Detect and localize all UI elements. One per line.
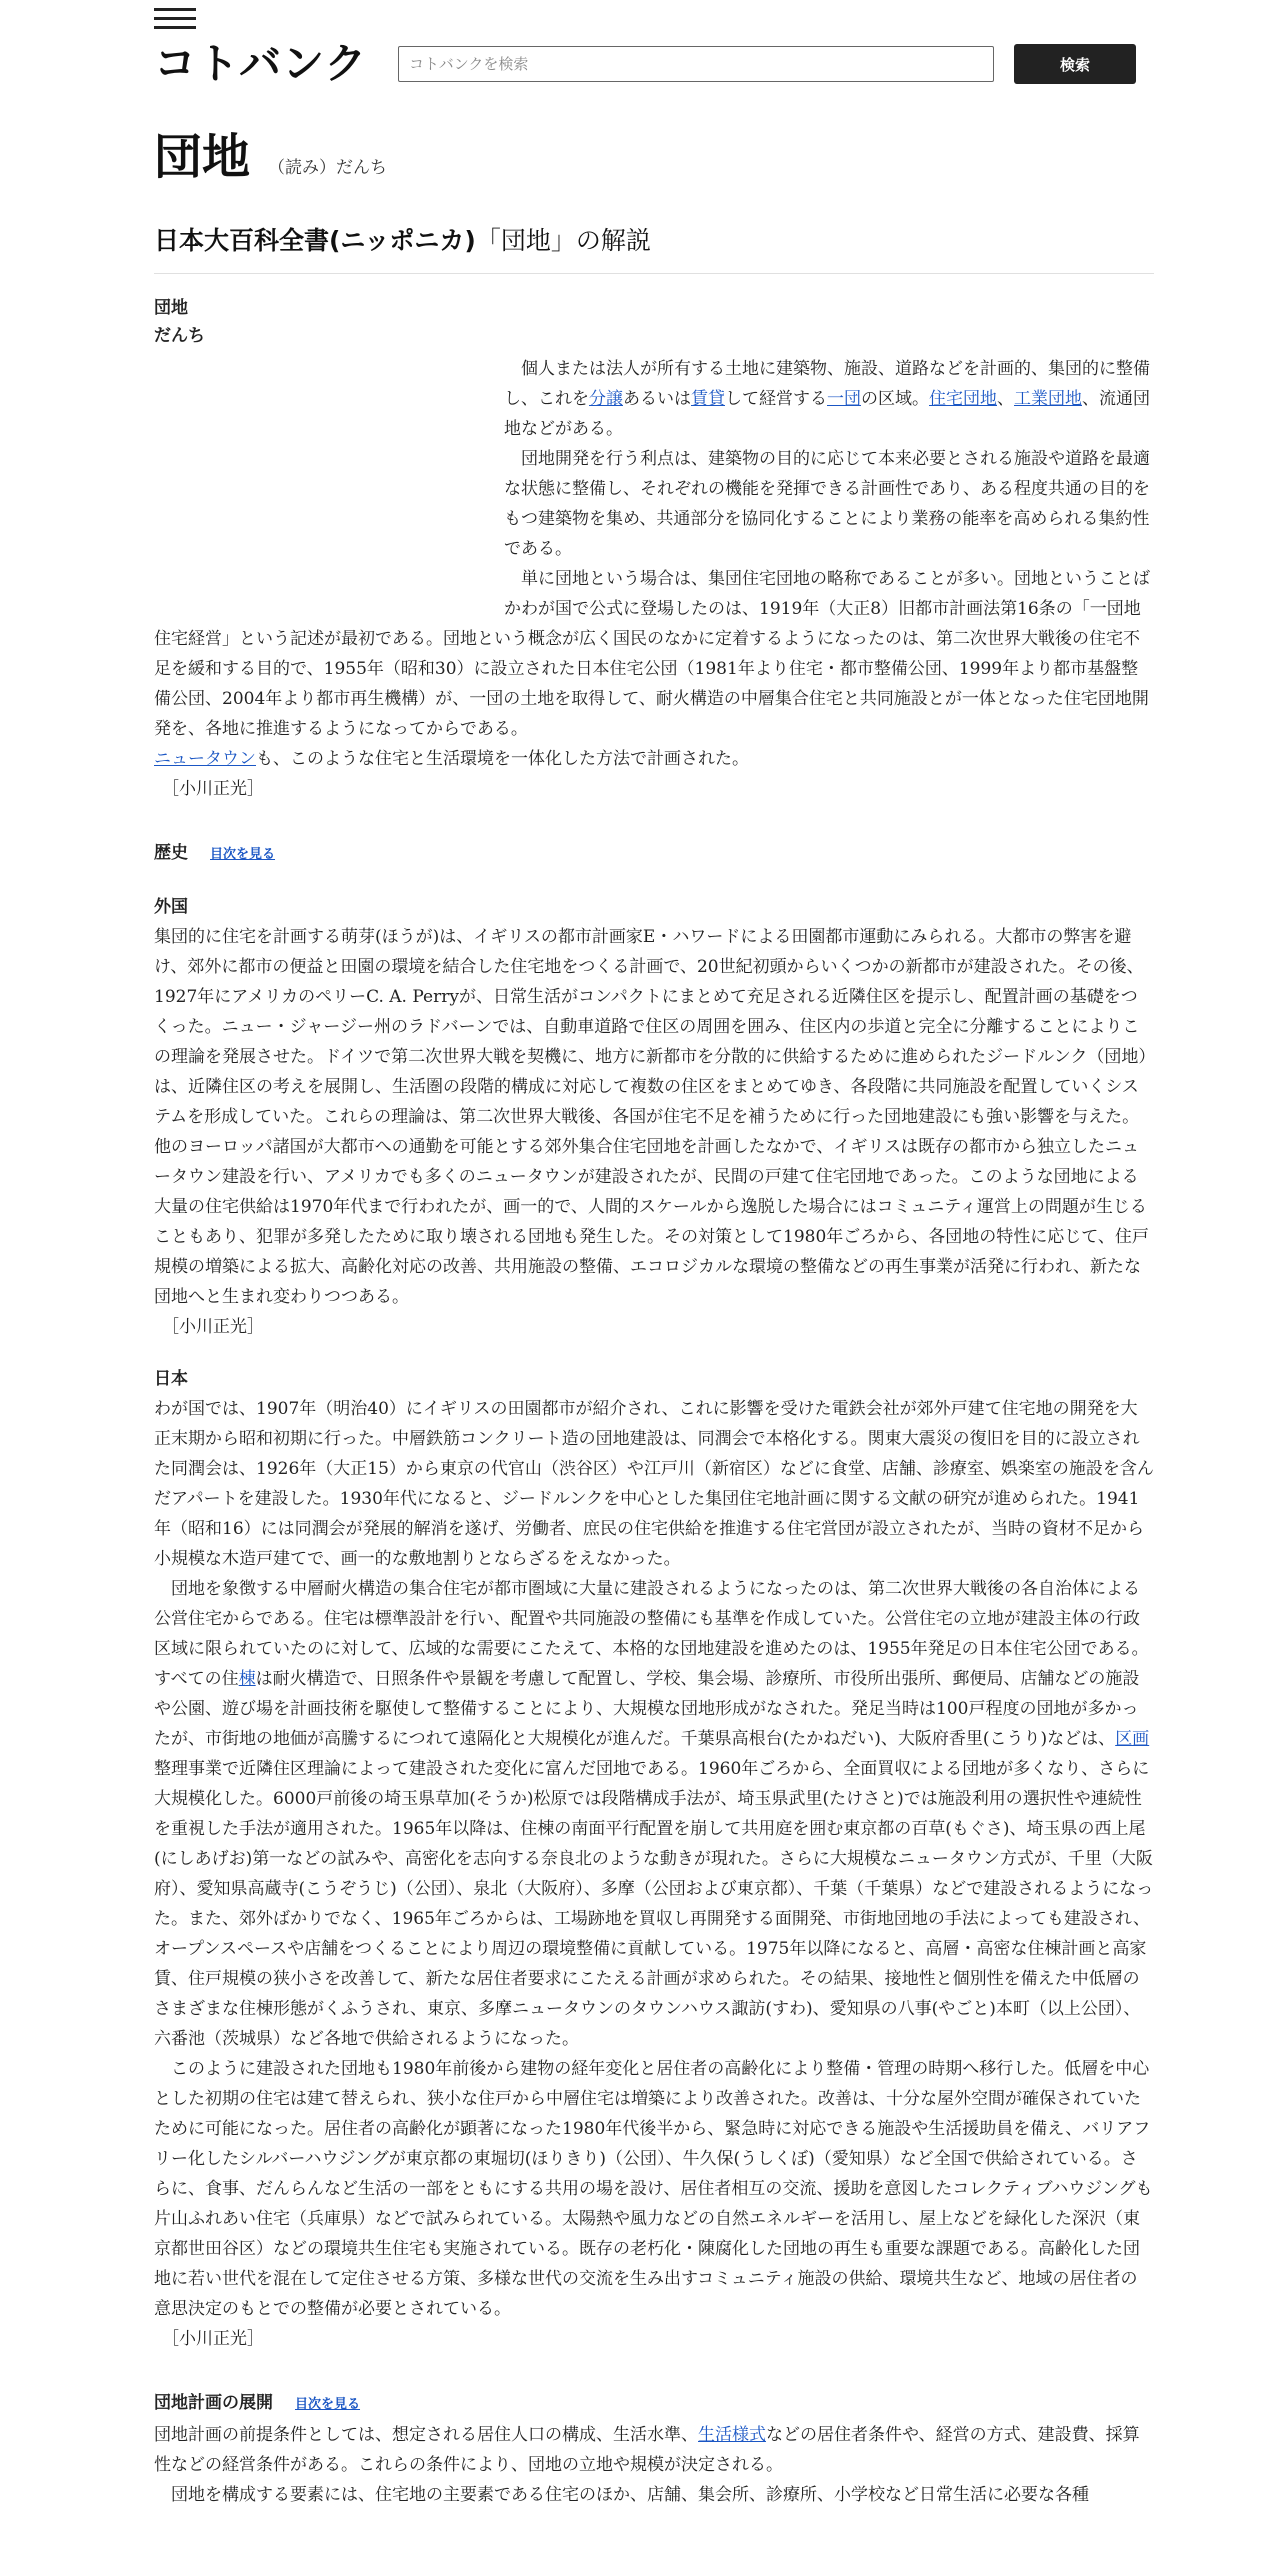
section-planning-title: 団地計画の展開: [154, 2393, 273, 2413]
dictionary-heading: [154, 221, 1154, 274]
entry-head-term: 団地: [154, 298, 188, 318]
link-jutaku-danchi[interactable]: 住宅団地: [929, 389, 997, 409]
foreign-text: 集団的に住宅を計画する萌芽(ほうが)は、イギリスの都市計画家E・ハワードによる田園都市運動にみられる。大都市の弊害を避け、郊外に都市の便益と田園の環境を結合した住宅地をつくる計画で、20世紀初頭からいくつかの新都市が建設された。その後、1927年にアメリカのペリーC. A. Perryが、日常生活がコンパクトにまとめて充足される近隣住区を提示し、配置計画の基礎をつくった。ニュー・ジャージー州のラドバーンでは、自動車道路で住区の周囲を囲み、住区内の歩道と完全に分離することによりこの理論を発展させた。ドイツで第二次世界大戦を契機に、地方に新都市を分散的に供給するために進められたジードルンク（団地）は、近隣住区の考えを展開し、生活圏の段階的構成に対応して複数の住区をまとめてゆき、各段階に共同施設を配置していくシステムを形成していた。これらの理論は、第二次世界大戦後、各国が住宅不足を補うために行った団地建設にも強い影響を与えた。他のヨーロッパ諸国が大都市への通勤を可能とする郊外集合住宅団地を計画したなかで、イギリスは既存の都市から独立したニュータウン建設を行い、アメリカでも多くのニュータウンが建設されたが、民間の戸建て住宅団地であった。このような団地による大量の住宅供給は1970年代まで行われたが、画一的で、人間的スケールから逸脱した場合にはコミュニティ運営上の問題が生じることもあり、犯罪が多発したために取り壊される団地も発生した。その対策として1980年ごろから、各団地の特性に応じて、住戸規模の増築による拡大、高齢化対応の改善、共用施設の整備、エコロジカルな環境の整備などの再生事業が活発に行われ、新たな団地へと生まれ変わりつつある。: [154, 927, 1149, 1307]
link-ichien[interactable]: 一団: [827, 389, 861, 409]
site-header: [154, 39, 1154, 88]
link-seikatsu-yoshiki[interactable]: 生活様式: [698, 2425, 766, 2445]
entry-head: [154, 294, 1154, 350]
search-button[interactable]: 検索: [1014, 44, 1136, 84]
japan-paragraph-2: 団地を象徴する中層耐火構造の集合住宅が都市圏域に大量に建設されるようになったのは、第二次世界大戦後の各自治体による公営住宅からである。住宅は標準設計を行い、配置や共同施設の整備にも基準を作成していた。公営住宅の立地が建設主体の行政区域に限られていたのに対して、広域的な需要にこたえて、本格的な団地建設を進めたのは、1955年発足の日本住宅公団である。すべての住棟は耐火構造で、日照条件や景観を考慮して配置し、学校、集会場、診療所、市役所出張所、郵便局、店舗などの施設や公園、遊び場を計画技術を駆使して整備することにより、大規模な団地形成がなされた。発足当時は100戸程度の団地が多かったが、市街地の地価が高騰するにつれて遠隔化と大規模化が進んだ。千葉県高根台(たかねだい)、大阪府香里(こうり)などは、区画整理事業で近隣住区理論によって建設された変化に富んだ団地である。1960年ごろから、全面買収による団地が多くなり、さらに大規模化した。6000戸前後の埼玉県草加(そうか)松原では段階構成手法が、埼玉県武里(たけさと)では施設利用の選択性や連続性を重視した手法が適用された。1965年以降は、住棟の南面平行配置を崩して共用庭を囲む東京都の百草(もぐさ)、埼玉県の西上尾(にしあげお)第一などの試みや、高密化を志向する奈良北のような動きが現れた。さらに大規模なニュータウン方式が、千里（大阪府）、愛知県高蔵寺(こうぞうじ)（公団）、泉北（大阪府）、多摩（公団および東京都）、千葉（千葉県）などで建設されるようになった。また、郊外ばかりでなく、1965年ごろからは、工場跡地を買収し再開発する面開発、市街地団地の手法によっても建設され、オープンスペースや店舗をつくることにより周辺の環境整備に貢献している。1975年以降になると、高層・高密な住棟計画と高家賃、住戸規模の狭小さを改善して、新たな居住者要求にこたえる計画が求められた。その結果、接地性と個別性を備えた中低層のさまざまな住棟形態がくふうされ、東京、多摩ニュータウンのタウンハウス諏訪(すわ)、愛知県の八事(やごと)本町（以上公団）、六番池（茨城県）など各地で供給されるようになった。: [154, 1579, 1154, 2049]
japan-paragraph-3: このように建設された団地も1980年前後から建物の経年変化と居住者の高齢化により整備・管理の時期へ移行した。低層を中心とした初期の住宅は建て替えられ、狭小な住戸から中層住宅は増築により改善された。改善は、十分な屋外空間が確保されていたために可能になった。居住者の高齢化が顕著になった1980年代後半から、緊急時に対応できる施設や生活援助員を備え、バリアフリー化したシルバーハウジングが東京都の東堀切(ほりきり)（公団）、牛久保(うしくぼ)（愛知県）など全国で供給されている。さらに、食事、だんらんなど生活の一部をともにする共用の場を設け、居住者相互の交流、援助を意図したコレクティブハウジングも片山ふれあい住宅（兵庫県）などで試みられている。太陽熱や風力などの自然エネルギーを活用し、屋上などを緑化した深沢（東京都世田谷区）などの環境共生住宅も実施されている。既存の老朽化・陳腐化した団地の再生も重要な課題である。高齢化した団地に若い世代を混在して定住させる方策、多様な世代の交流を生み出すコミュニティ施設の供給、環境共生など、地域の居住者の意思決定のもとでの整備が必要とされている。: [154, 2059, 1153, 2319]
intro-paragraph-4: ニュータウンも、このような住宅と生活環境を一体化した方法で計画された。: [154, 749, 749, 769]
planning-paragraph-1: 団地計画の前提条件としては、想定される居住人口の構成、生活水準、生活様式などの居住者条件や、経営の方式、建設費、採算性などの経営条件がある。これらの条件により、団地の立地や規模が決定される。: [154, 2425, 1140, 2475]
author-credit: ［小川正光］: [162, 779, 264, 799]
intro-paragraph-1: 個人または法人が所有する土地に建築物、施設、道路などを計画的、集団的に整備し、これを分譲あるいは賃貸して経営する一団の区域。住宅団地、工業団地、流通団地などがある。: [504, 359, 1150, 439]
dictionary-suffix: 「団地」の解説: [475, 226, 651, 255]
link-kogyo-danchi[interactable]: 工業団地: [1014, 389, 1082, 409]
toc-link-history[interactable]: 目次を見る: [210, 847, 276, 862]
intro-paragraph-3: 単に団地という場合は、集団住宅団地の略称であることが多い。団地ということばかわが国で公式に登場したのは、1919年（大正8）旧都市計画法第16条の「一団地住宅経営」という記述が最初である。団地という概念が広く国民のなかに定着するようになったのは、第二次世界大戦後の住宅不足を緩和する目的で、1955年（昭和30）に設立された日本住宅公団（1981年より住宅・都市整備公団、1999年より都市基盤整備公団、2004年より都市再生機構）が、一団の土地を取得して、耐火構造の中層集合住宅と共同施設とが一体となった住宅団地開発を、各地に推進するようになってからである。: [154, 569, 1150, 739]
link-bunjo[interactable]: 分譲: [589, 389, 623, 409]
entry-head-reading: だんち: [154, 326, 205, 346]
hamburger-menu-icon[interactable]: [154, 8, 196, 30]
dictionary-name: 日本大百科全書(ニッポニカ): [154, 226, 476, 255]
site-logo[interactable]: コトバンク: [154, 39, 368, 88]
author-credit: ［小川正光］: [162, 1317, 264, 1337]
page: [154, 0, 1154, 2510]
planning-paragraph-2: 団地を構成する要素には、住宅地の主要素である住宅のほか、店舗、集会所、診療所、小学校など日常生活に必要な各種: [171, 2485, 1089, 2505]
link-mune[interactable]: 棟: [238, 1669, 256, 1689]
search-input[interactable]: [398, 46, 994, 82]
link-kukaku[interactable]: 区画: [1115, 1729, 1150, 1749]
toc-link-planning[interactable]: 目次を見る: [295, 2397, 361, 2412]
intro-text: [154, 354, 1154, 774]
media-placeholder: [154, 354, 500, 624]
intro-paragraph-2: 団地開発を行う利点は、建築物の目的に応じて本来必要とされる施設や道路を最適な状態に整備し、それぞれの機能を発揮できる計画性であり、ある程度共通の目的をもつ建築物を集め、共通部分を協同化することにより業務の能率を高められる集約性である。: [504, 449, 1150, 559]
subsection-foreign-title: 外国: [154, 897, 188, 917]
subsection-japan-title: 日本: [154, 1369, 188, 1389]
section-history-title: 歴史: [154, 843, 188, 863]
japan-text: [154, 1394, 1154, 2324]
entry-title: [154, 118, 1154, 187]
planning-text: [154, 2420, 1154, 2510]
author-credit: ［小川正光］: [162, 2329, 264, 2349]
japan-paragraph-1: わが国では、1907年（明治40）にイギリスの田園都市が紹介され、これに影響を受けた電鉄会社が郊外戸建て住宅地の開発を大正末期から昭和初期に行った。中層鉄筋コンクリート造の団地建設は、同潤会で本格化する。関東大震災の復旧を目的に設立された同潤会は、1926年（大正15）から東京の代官山（渋谷区）や江戸川（新宿区）などに食堂、店舗、診療室、娯楽室の施設を含んだアパートを建設した。1930年代になると、ジードルンクを中心とした集団住宅地計画に関する文献の研究が進められた。1941年（昭和16）には同潤会が発展的解消を遂げ、労働者、庶民の住宅供給を推進する住宅営団が設立されたが、当時の資材不足から小規模な木造戸建てで、画一的な敷地割りとならざるをえなかった。: [154, 1399, 1154, 1569]
link-newtown[interactable]: ニュータウン: [154, 749, 256, 769]
title-reading: （読み）だんち: [268, 158, 388, 178]
page-title: 団地: [154, 129, 251, 185]
link-chintai[interactable]: 賃貸: [691, 389, 725, 409]
section-history: [154, 838, 1154, 870]
section-planning: [154, 2388, 1154, 2420]
